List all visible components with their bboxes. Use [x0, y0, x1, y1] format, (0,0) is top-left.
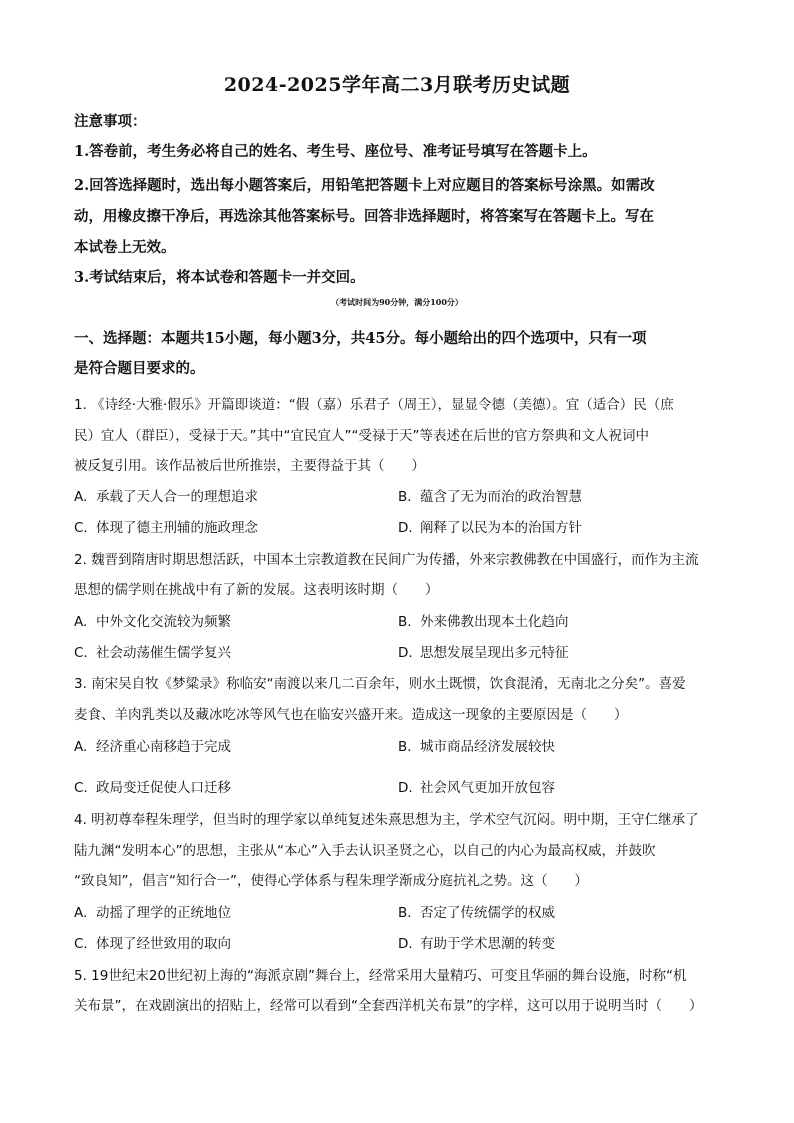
option-key: C. [74, 520, 88, 536]
option-key: C. [74, 936, 88, 952]
option-text: 外来佛教出现本土化趋向 [420, 614, 569, 630]
option-text: 城市商品经济发展较快 [420, 739, 555, 755]
notes-line: 1.答卷前，考生务必将自己的姓名、考生号、座位号、准考证号填写在答题卡上。 [74, 143, 597, 160]
question-3-option-b [398, 735, 555, 755]
exam-title: 2024-2025学年高二3月联考历史试题 [223, 74, 571, 96]
question-4-option-b [398, 901, 555, 921]
question-4-option-a [74, 901, 231, 921]
option-key: B. [398, 739, 412, 755]
option-text: 承载了天人合一的理想追求 [96, 489, 258, 505]
question-3-option-d [398, 776, 555, 796]
option-text: 动摇了理学的正统地位 [96, 905, 231, 921]
option-text: 思想发展呈现出多元特征 [420, 645, 569, 661]
question-3-option-a [74, 735, 231, 755]
question-4-option-d [398, 932, 555, 952]
question-2-option-a [74, 610, 231, 630]
option-text: 社会动荡催生儒学复兴 [96, 645, 231, 661]
question-1-option-d [398, 516, 582, 536]
notes-line: 动，用橡皮擦干净后，再选涂其他答案标号。回答非选择题时，将答案写在答题卡上。写在 [74, 208, 654, 225]
section-heading: 是符合题目要求的。 [74, 360, 205, 377]
question-1-option-b [398, 485, 582, 505]
question-1-text: 被反复引用。该作品被后世所推崇，主要得益于其（ ） [74, 458, 425, 474]
question-2-text: 思想的儒学则在挑战中有了新的发展。这表明该时期（ ） [74, 582, 439, 598]
question-2-text: 2. 魏晋到隋唐时期思想活跃，中国本土宗教道教在民间广为传播，外来宗教佛教在中国盛行，而作为主流 [74, 552, 699, 568]
option-text: 经济重心南移趋于完成 [96, 739, 231, 755]
section-heading: 一、选择题：本题共15小题，每小题3分，共45分。每小题给出的四个选项中，只有一项 [74, 330, 647, 347]
option-key: B. [398, 614, 412, 630]
option-key: C. [74, 780, 88, 796]
option-text: 社会风气更加开放包容 [420, 780, 555, 796]
question-5-text: 5. 19世纪末20世纪初上海的“海派京剧”舞台上，经常采用大量精巧、可变且华丽的舞台设施，时称“机 [74, 968, 687, 984]
notes-heading: 注意事项： [74, 113, 147, 130]
question-2-option-b [398, 610, 569, 630]
question-1-text: 民）宜人（群臣），受禄于天。”其中“宜民宜人”“受禄于天”等表述在后世的官方祭典和文人祝词中 [74, 428, 649, 444]
option-key: A. [74, 739, 88, 755]
question-4-option-c [74, 932, 231, 952]
notes-line: 3.考试结束后，将本试卷和答题卡一并交回。 [74, 269, 365, 286]
question-5-text: 关布景”，在戏剧演出的招贴上，经常可以看到“全套西洋机关布景”的字样，这可以用于说明当时（ ） [74, 998, 703, 1014]
question-1-text: 1. 《诗经·大雅·假乐》开篇即谈道：“假（嘉）乐君子（周王），显显令德（美德）。宜（适合）民（庶 [74, 397, 674, 413]
option-key: A. [74, 489, 88, 505]
option-key: D. [398, 780, 413, 796]
option-text: 体现了德主刑辅的施政理念 [96, 520, 258, 536]
notes-line: 本试卷上无效。 [74, 239, 176, 256]
notes-line: 2.回答选择题时，选出每小题答案后，用铅笔把答题卡上对应题目的答案标号涂黑。如需改 [74, 177, 655, 194]
option-text: 阐释了以民为本的治国方针 [420, 520, 582, 536]
question-4-text: 4. 明初尊奉程朱理学，但当时的理学家以单纯复述朱熹思想为主，学术空气沉闷。明中期，王守仁继承了 [74, 812, 699, 828]
option-key: D. [398, 645, 413, 661]
question-3-text: 麦食、羊肉乳类以及藏冰吃冰等风气也在临安兴盛开来。造成这一现象的主要原因是（ ） [74, 707, 628, 723]
question-1-option-a [74, 485, 258, 505]
question-2-option-c [74, 641, 231, 661]
question-3-text: 3. 南宋吴自牧《梦粱录》称临安“南渡以来几二百余年，则水土既惯，饮食混淆，无南北之分矣”。喜爱 [74, 676, 686, 692]
option-key: C. [74, 645, 88, 661]
option-key: D. [398, 936, 413, 952]
option-text: 政局变迁促使人口迁移 [96, 780, 231, 796]
option-key: A. [74, 905, 88, 921]
option-key: A. [74, 614, 88, 630]
question-4-text: 陆九渊“发明本心”的思想，主张从“本心”入手去认识圣贤之心，以自己的内心为最高权威，并鼓吹 [74, 843, 656, 859]
option-key: D. [398, 520, 413, 536]
exam-time-info: （考试时间为90分钟，满分100分） [331, 297, 463, 307]
option-text: 体现了经世致用的取向 [96, 936, 231, 952]
question-4-text: “致良知”，倡言“知行合一”，使得心学体系与程朱理学渐成分庭抗礼之势。这（ ） [74, 873, 588, 889]
question-1-option-c [74, 516, 258, 536]
option-text: 否定了传统儒学的权威 [420, 905, 555, 921]
option-text: 中外文化交流较为频繁 [96, 614, 231, 630]
option-text: 有助于学术思潮的转变 [420, 936, 555, 952]
option-key: B. [398, 489, 412, 505]
question-2-option-d [398, 641, 569, 661]
question-3-option-c [74, 776, 231, 796]
option-text: 蕴含了无为而治的政治智慧 [420, 489, 582, 505]
option-key: B. [398, 905, 412, 921]
